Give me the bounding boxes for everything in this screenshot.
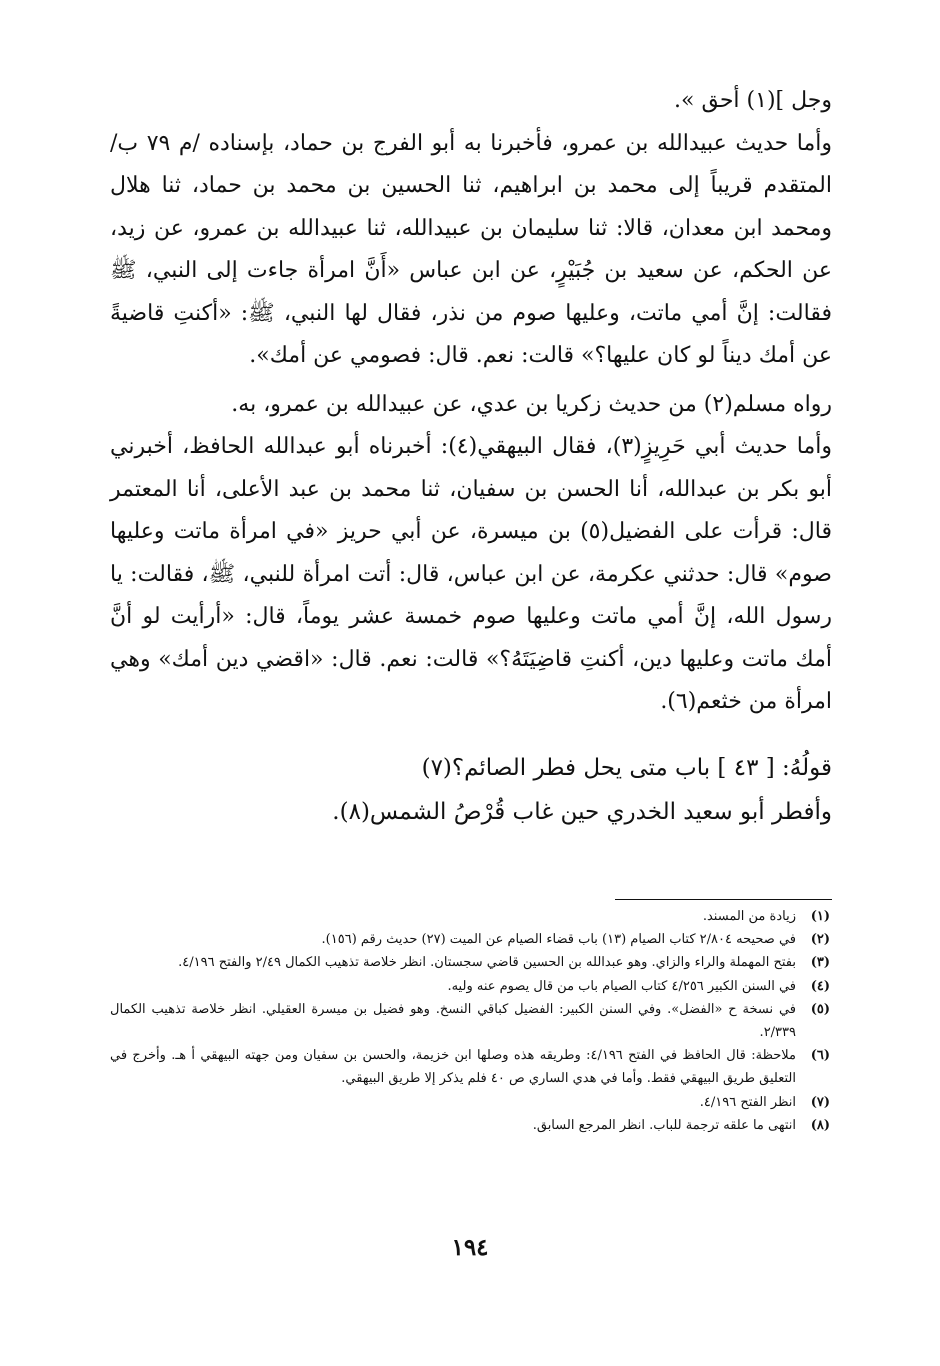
footnote bbox=[110, 1114, 830, 1137]
footnote bbox=[110, 975, 830, 998]
paragraph-hadith-abi-hariz: وأما حديث أبي حَرِيزٍ(٣)، فقال البيهقي(٤): أخبرناه أبو عبدالله الحافظ، أخبرني أبو بكر بن عبدالله، أنا الحسن بن سفيان، ثنا محمد بن عبد الأعلى، أنا المعتمر قال: قرأت على الفضيل(٥) بن ميسرة، عن أبي حريز «في امرأة ماتت وعليها صوم» قال: حدثني عكرمة، عن ابن عباس، قال: أتت امرأة للنبي، ﷺ، فقالت: يا رسول الله، إنَّ أمي ماتت وعليها صوم خمسة عشر يوماً، قال: «أرأيت لو أنَّ أمك ماتت وعليها دين، أكنتِ قاضِيَتَهُ؟» قالت: نعم. قال: «اقضي دين أمك» وهي امرأة من خثعم(٦). bbox=[110, 434, 832, 714]
footnote-number: (٣) bbox=[810, 955, 830, 971]
footnote-text: في نسخة ح «الفضل». وفي السنن الكبير: الفضيل كباقي النسخ. وهو فضيل بن ميسرة العقيلي. انظر خلاصة تذهيب الكمال ٢/٣٣٩. bbox=[110, 1001, 796, 1041]
footnote-text: في السنن الكبير ٤/٢٥٦ كتاب الصيام باب من قال يصوم عنه وليه. bbox=[447, 978, 796, 994]
footnote-number: (٢) bbox=[810, 932, 830, 948]
chapter-heading bbox=[110, 746, 832, 834]
footnote bbox=[110, 905, 830, 928]
footnotes bbox=[110, 905, 830, 1137]
footnote bbox=[110, 928, 830, 951]
chapter-subtitle: وأفطر أبو سعيد الخدري حين غاب قُرْصُ الشمس(٨). bbox=[332, 798, 832, 825]
footnote-text: انتهى ما علقه ترجمة للباب. انظر المرجع السابق. bbox=[532, 1117, 796, 1133]
paragraph-muslim-narration: رواه مسلم(٢) من حديث زكريا بن عدي، عن عبيدالله بن عمرو، به. bbox=[231, 391, 832, 417]
chapter-title: قولُهُ: [ ٤٣ ] باب متى يحل فطر الصائم؟(٧) bbox=[421, 754, 832, 781]
footnote-divider bbox=[615, 899, 832, 900]
footnote-text: ملاحظة: قال الحافظ في الفتح ٤/١٩٦: وطريقه هذه وصلها ابن خزيمة، والحسن بن سفيان ومن جهته البيهقي أ هـ. وأخرج في التعليق طريق البيهقي فقط. وأما في هدي الساري ص ٤٠ فلم يذكر إلا طريق البيهقي. bbox=[110, 1048, 796, 1087]
footnote-text: بفتح المهملة والراء والزاي. وهو عبدالله بن الحسين قاضي سجستان. انظر خلاصة تذهيب الكمال ٢/٤٩ والفتح ٤/١٩٦. bbox=[178, 955, 796, 971]
footnote-text: في صحيحه ٢/٨٠٤ كتاب الصيام (١٣) باب قضاء الصيام عن الميت (٢٧) حديث رقم (١٥٦). bbox=[321, 932, 796, 948]
footnote bbox=[110, 998, 830, 1044]
footnote-number: (٨) bbox=[810, 1117, 830, 1133]
paragraph-hadith-ubaydullah: وأما حديث عبيدالله بن عمرو، فأخبرنا به أبو الفرج بن حماد، بإسناده /م ٧٩ ب/ المتقدم قريباً إلى محمد بن ابراهيم، ثنا الحسين بن محمد بن حماد، ثنا هلال ومحمد ابن معدان، قالا: ثنا سليمان بن عبيدالله، ثنا عبيدالله بن عمرو، عن زيد، عن الحكم، عن سعيد بن جُبَيْرٍ، عن ابن عباس «أَنَّ امرأة جاءت إلى النبي، ﷺ فقالت: إنَّ أمي ماتت، وعليها صوم من نذر، فقال لها النبي، ﷺ: «أكنتِ قاضيةً عن أمك ديناً لو كان عليها؟» قالت: نعم. قال: فصومي عن أمك». bbox=[110, 130, 833, 368]
footnote bbox=[110, 951, 830, 974]
paragraph-continuation: وجل ](١) أحق ». bbox=[674, 88, 832, 113]
main-text bbox=[110, 80, 832, 834]
footnote bbox=[110, 1091, 830, 1114]
footnote bbox=[110, 1044, 830, 1090]
footnote-number: (٤) bbox=[810, 978, 830, 994]
footnote-number: (١) bbox=[810, 909, 830, 924]
page-number: ١٩٤ bbox=[451, 1234, 489, 1261]
footnote-number: (٦) bbox=[810, 1048, 830, 1064]
footnote-text: زيادة من المسند. bbox=[702, 909, 796, 924]
footnote-text: انظر الفتح ٤/١٩٦. bbox=[699, 1094, 796, 1110]
footnote-number: (٥) bbox=[810, 1001, 830, 1017]
footnote-number: (٧) bbox=[810, 1094, 830, 1110]
